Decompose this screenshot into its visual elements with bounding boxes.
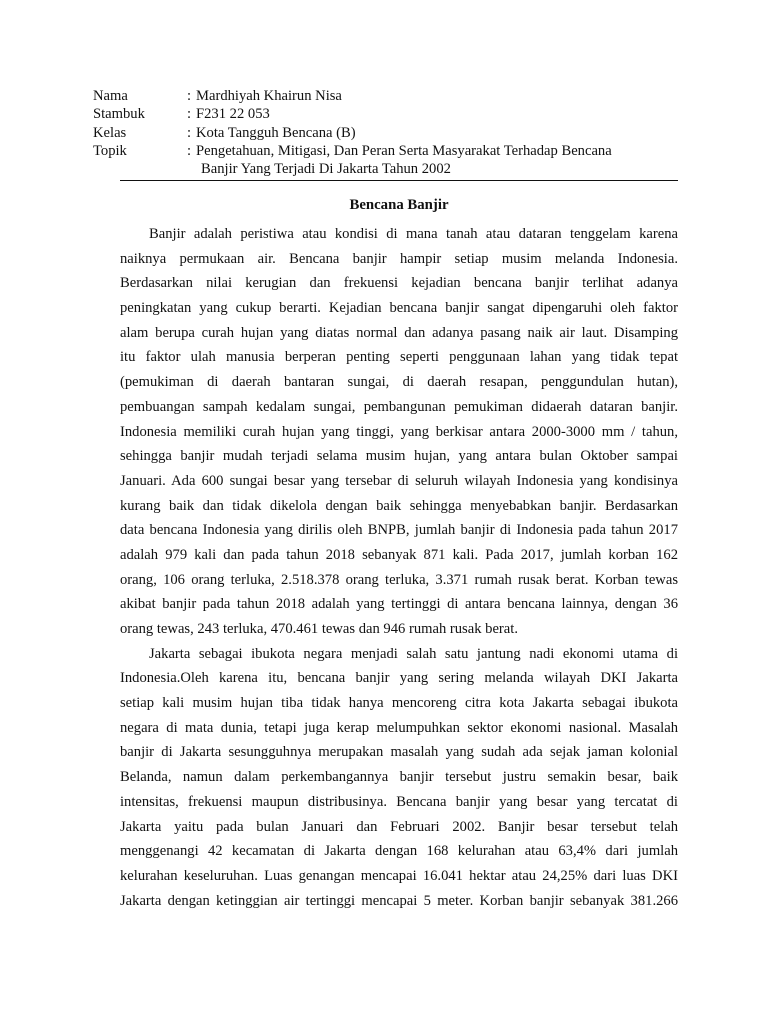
paragraph-line: kelurahan keseluruhan. Luas genangan mencapai 16.041 hektar atau 24,25% dari luas DKI (120, 867, 678, 884)
paragraph-line: setiap kali musim hujan tiba tidak hanya mencoreng citra kota Jakarta sebagai ibukota (120, 695, 678, 712)
paragraph-line: Jakarta yaitu pada bulan Januari dan Februari 2002. Banjir besar tersebut telah (120, 818, 678, 835)
paragraph-line: Belanda, namun dalam perkembangannya banjir tersebut justru semakin besar, baik (120, 769, 678, 786)
info-colon: : (187, 106, 192, 123)
paragraph-line: akibat banjir pada tahun 2018 adalah yang tertinggi di antara bencana lainnya, dengan 36 (120, 596, 678, 613)
paragraph (120, 222, 678, 642)
paragraph-line: orang tewas, 243 terluka, 470.461 tewas dan 946 rumah rusak berat. (120, 621, 518, 637)
info-value (196, 87, 683, 105)
header-divider (120, 180, 678, 181)
info-colon: : (187, 124, 192, 141)
paragraph-line: Banjir adalah peristiwa atau kondisi di mana tanah atau dataran tenggelam karena (149, 226, 678, 242)
document-title: Bencana Banjir (349, 197, 449, 213)
paragraph-line: Indonesia.Oleh karena itu, bencana banjir yang sering melanda wilayah DKI Jakarta (120, 670, 678, 687)
info-colon: : (187, 88, 192, 104)
info-value (196, 124, 683, 142)
paragraph-line: alam berupa curah hujan yang diatas normal dan adanya pasang naik air laut. Disamping (120, 324, 678, 341)
student-info-header (93, 87, 683, 178)
paragraph-line: itu faktor ulah manusia berperan penting seperti penggunaan lahan yang tidak tepat (120, 349, 678, 366)
info-value-line: Pengetahuan, Mitigasi, Dan Peran Serta Masyarakat Terhadap Bencana (196, 142, 612, 159)
paragraph-line: kurang baik dan tidak dikelola dengan baik sehingga menyebabkan banjir. Berdasarkan (120, 497, 678, 514)
document-body (120, 222, 678, 913)
paragraph-line: banjir di Jakarta sesungguhnya merupakan masalah yang sudah ada sejak jaman kolonial (120, 744, 678, 761)
info-value (196, 105, 683, 123)
paragraph-line: sehingga banjir mudah terjadi selama musim hujan, yang antara bulan Oktober sampai (120, 448, 678, 465)
paragraph-line: (pemukiman di daerah bantaran sungai, di daerah resapan, penggundulan hutan), (120, 374, 678, 391)
paragraph-line: data bencana Indonesia yang dirilis oleh BNPB, jumlah banjir di Indonesia pada tahun 2017 (120, 522, 678, 539)
info-colon: : (187, 142, 192, 159)
info-value-line: Banjir Yang Terjadi Di Jakarta Tahun 2002 (201, 161, 451, 178)
paragraph-line: pembuangan sampah kedalam sungai, pembangunan pemukiman didaerah dataran banjir. (120, 398, 678, 415)
paragraph-line: negara di mata dunia, tetapi juga kerap melumpuhkan sektor ekonomi nasional. Masalah (120, 719, 678, 736)
paragraph-line: adalah 979 kali dan pada tahun 2018 sebanyak 871 kali. Pada 2017, jumlah korban 162 (120, 546, 678, 563)
info-label: Kelas (93, 124, 127, 141)
info-row-kelas (93, 124, 683, 142)
paragraph-line: orang, 106 orang terluka, 2.518.378 orang terluka, 3.371 rumah rusak berat. Korban tewas (120, 571, 678, 588)
paragraph (120, 642, 678, 914)
paragraph-line: Indonesia memiliki curah hujan yang tinggi, yang berkisar antara 2000-3000 mm / tahun, (120, 423, 678, 440)
paragraph-line: Jakarta dengan ketinggian air tertinggi mencapai 5 meter. Korban banjir sebanyak 381.266 (120, 892, 678, 909)
info-row-nama (93, 87, 683, 105)
info-value (196, 142, 683, 179)
paragraph-line: Berdasarkan nilai kerugian dan frekuensi kejadian bencana banjir terlihat adanya (120, 275, 678, 292)
info-value-line: F231 22 053 (196, 106, 270, 123)
paragraph-line: naiknya permukaan air. Bencana banjir hampir setiap musim melanda Indonesia. (120, 250, 678, 267)
paragraph-line: Januari. Ada 600 sungai besar yang tersebar di seluruh wilayah Indonesia yang kondisinya (120, 472, 678, 489)
info-label: Stambuk (93, 106, 145, 123)
info-label: Nama (93, 88, 128, 104)
info-label: Topik (93, 142, 127, 159)
info-value-line: Kota Tangguh Bencana (B) (196, 124, 356, 141)
info-row-topik (93, 142, 683, 179)
paragraph-line: peningkatan yang cukup berarti. Kejadian bencana banjir sangat dipengaruhi oleh faktor (120, 300, 678, 317)
info-value-line: Mardhiyah Khairun Nisa (196, 88, 342, 104)
paragraph-line: Jakarta sebagai ibukota negara menjadi salah satu jantung nadi ekonomi utama di (149, 645, 678, 662)
info-row-stambuk (93, 105, 683, 123)
paragraph-line: intensitas, frekuensi maupun distribusinya. Bencana banjir yang besar yang tercatat di (120, 793, 678, 810)
paragraph-line: menggenangi 42 kecamatan di Jakarta dengan 168 kelurahan atau 63,4% dari jumlah (120, 843, 678, 860)
